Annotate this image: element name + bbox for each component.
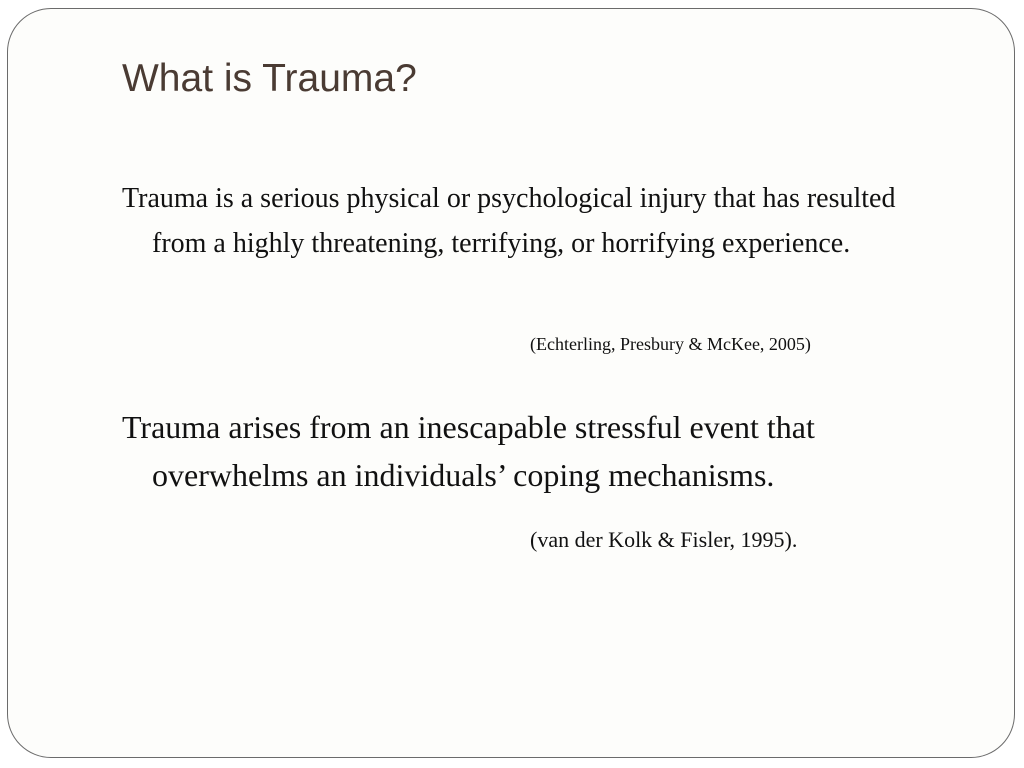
definition-paragraph-1: Trauma is a serious physical or psychological injury that has resulted from a highly threatening, terrifying, or horrifying experience. xyxy=(122,183,896,259)
slide-title: What is Trauma? xyxy=(122,57,417,100)
citation-2: (van der Kolk & Fisler, 1995). xyxy=(530,527,798,552)
slide-frame xyxy=(7,8,1015,758)
definition-paragraph-2: Trauma arises from an inescapable stressful event that overwhelms an individuals’ coping mechanisms. xyxy=(122,409,815,493)
citation-1: (Echterling, Presbury & McKee, 2005) xyxy=(530,334,811,354)
